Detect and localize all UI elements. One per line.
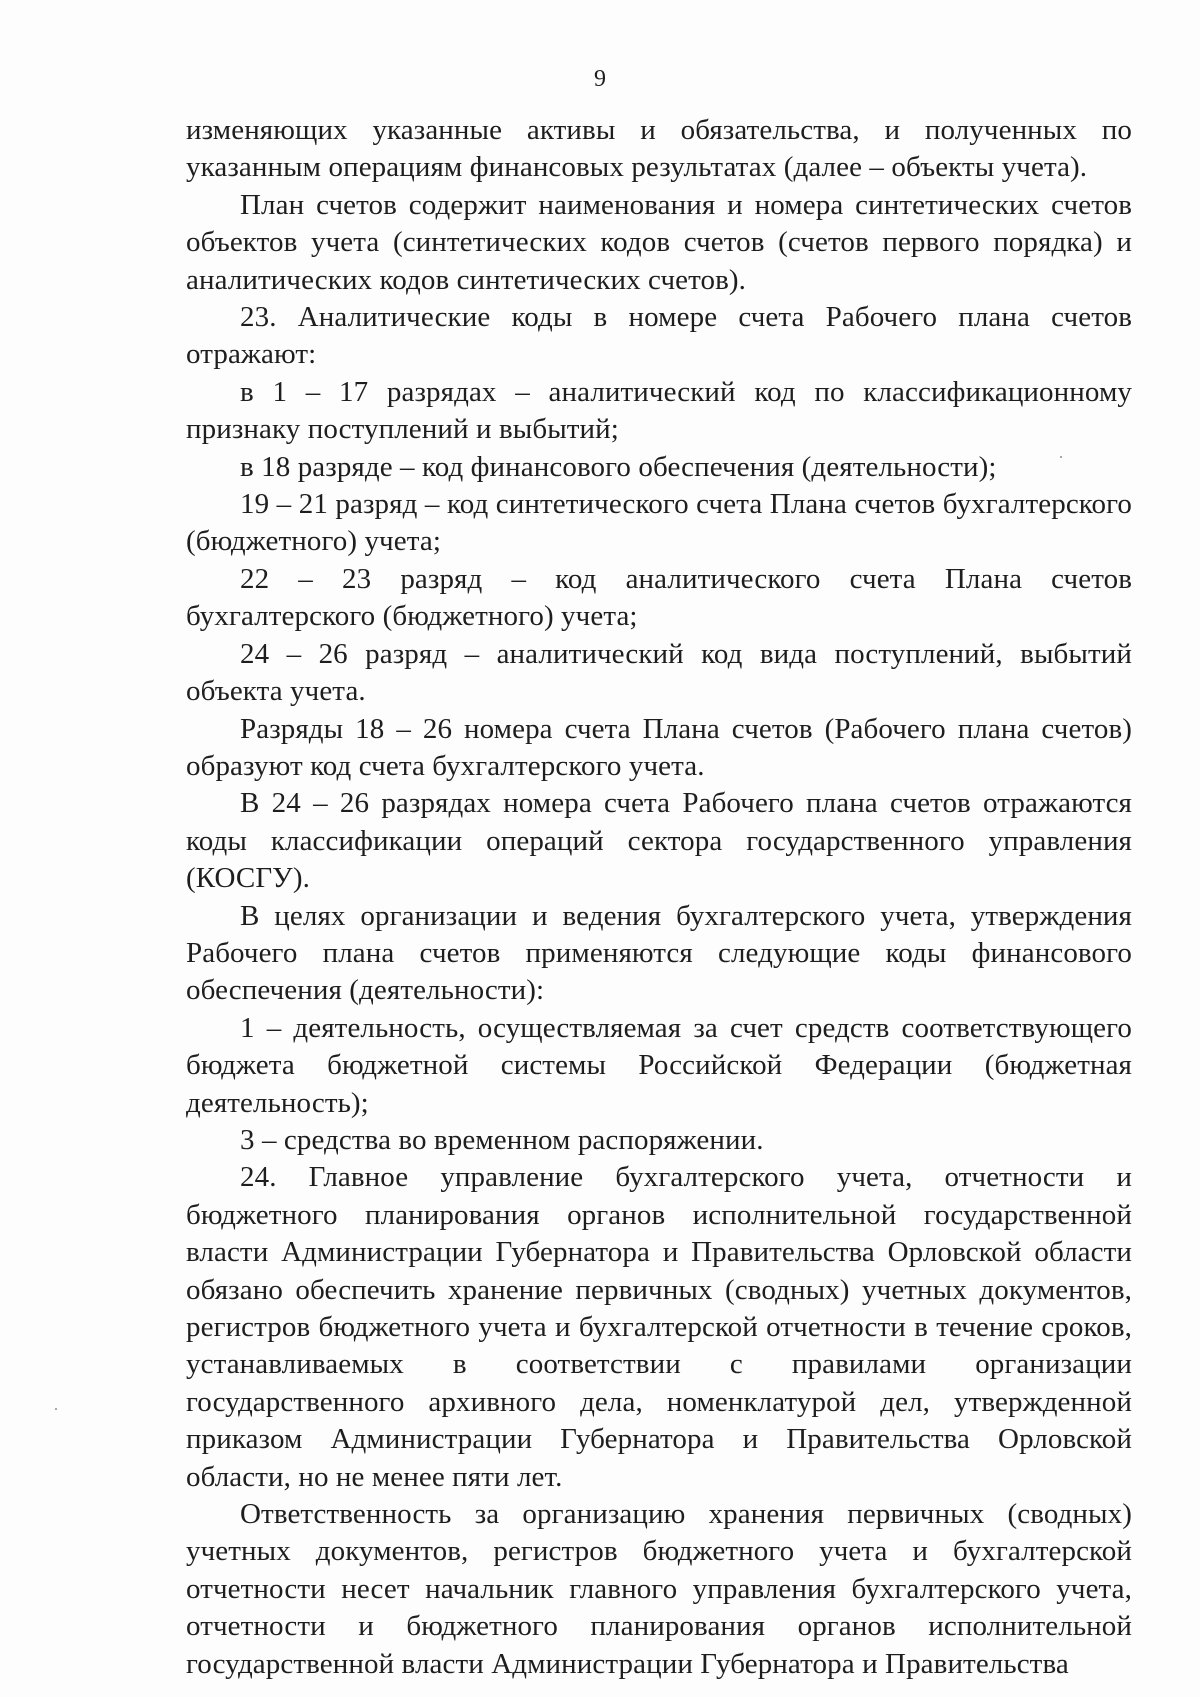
paragraph-digit-18: в 18 разряде – код финансового обеспечения (деятельности); bbox=[240, 450, 997, 483]
scan-speck bbox=[55, 1408, 57, 1410]
paragraph-digits-24-26: 24 – 26 разряд – аналитический код вида поступлений, выбытий объекта учета. bbox=[186, 637, 1132, 708]
paragraph-code-3: 3 – средства во временном распоряжении. bbox=[240, 1123, 764, 1156]
paragraph-digits-22-23: 22 – 23 разряд – код аналитического счета Плана счетов бухгалтерского (бюджетного) учета; bbox=[186, 562, 1132, 633]
paragraph-continuation: изменяющих указанные активы и обязательства, и полученных по указанным операциям финансовых результатах (далее – объекты учета). bbox=[186, 114, 1132, 184]
paragraph-digits-19-21: 19 – 21 разряд – код синтетического счета Плана счетов бухгалтерского (бюджетного) учета; bbox=[186, 488, 1132, 558]
paragraph-digits-1-17: в 1 – 17 разрядах – аналитический код по классификационному признаку поступлений и выбытий; bbox=[186, 375, 1132, 446]
paragraph-list bbox=[186, 112, 1132, 1683]
paragraph-financial-codes: В целях организации и ведения бухгалтерского учета, утверждения Рабочего плана счетов применяются следующие коды финансового обеспечения (деятельности): bbox=[186, 899, 1132, 1007]
paragraph-digits-18-26: Разряды 18 – 26 номера счета Плана счетов (Рабочего плана счетов) образуют код счета бухгалтерского учета. bbox=[186, 712, 1132, 782]
document-body bbox=[186, 112, 1132, 1683]
paragraph-kosgu: В 24 – 26 разрядах номера счета Рабочего плана счетов отражаются коды классификации операций сектора государственного управления (КОСГУ). bbox=[186, 787, 1132, 895]
paragraph-code-1: 1 – деятельность, осуществляемая за счет средств соответствующего бюджета бюджетной системы Российской Федерации (бюджетная деятельность); bbox=[186, 1011, 1132, 1119]
paragraph-item-24: 24. Главное управление бухгалтерского учета, отчетности и бюджетного планирования органов исполнительной государственной власти Администрации Губернатора и Правительства Орловской области обязано обеспечить хранение первичных (сводных) учетных документов, регистров бюджетного учета и бухгалтерской отчетности в течение сроков, устанавливаемых в соответствии с правилами организации государственного архивного дела, номенклатурой дел, утвержденной приказом Администрации Губернатора и Правительства Орловской области, но не менее пяти лет. bbox=[186, 1161, 1132, 1493]
scan-speck bbox=[1060, 456, 1062, 458]
paragraph-responsibility: Ответственность за организацию хранения первичных (сводных) учетных документов, регистров бюджетного учета и бухгалтерской отчетности несет начальник главного управления бухгалтерского учета, отчетности и бюджетного планирования органов исполнительной государственной власти Администрации Губернатора и Правительства bbox=[186, 1498, 1132, 1680]
paragraph-item-23: 23. Аналитические коды в номере счета Рабочего плана счетов отражают: bbox=[186, 301, 1132, 371]
paragraph-plan-accounts: План счетов содержит наименования и номера синтетических счетов объектов учета (синтетических кодов счетов (счетов первого порядка) и аналитических кодов синтетических счетов). bbox=[186, 188, 1132, 296]
page-number: 9 bbox=[594, 66, 606, 92]
